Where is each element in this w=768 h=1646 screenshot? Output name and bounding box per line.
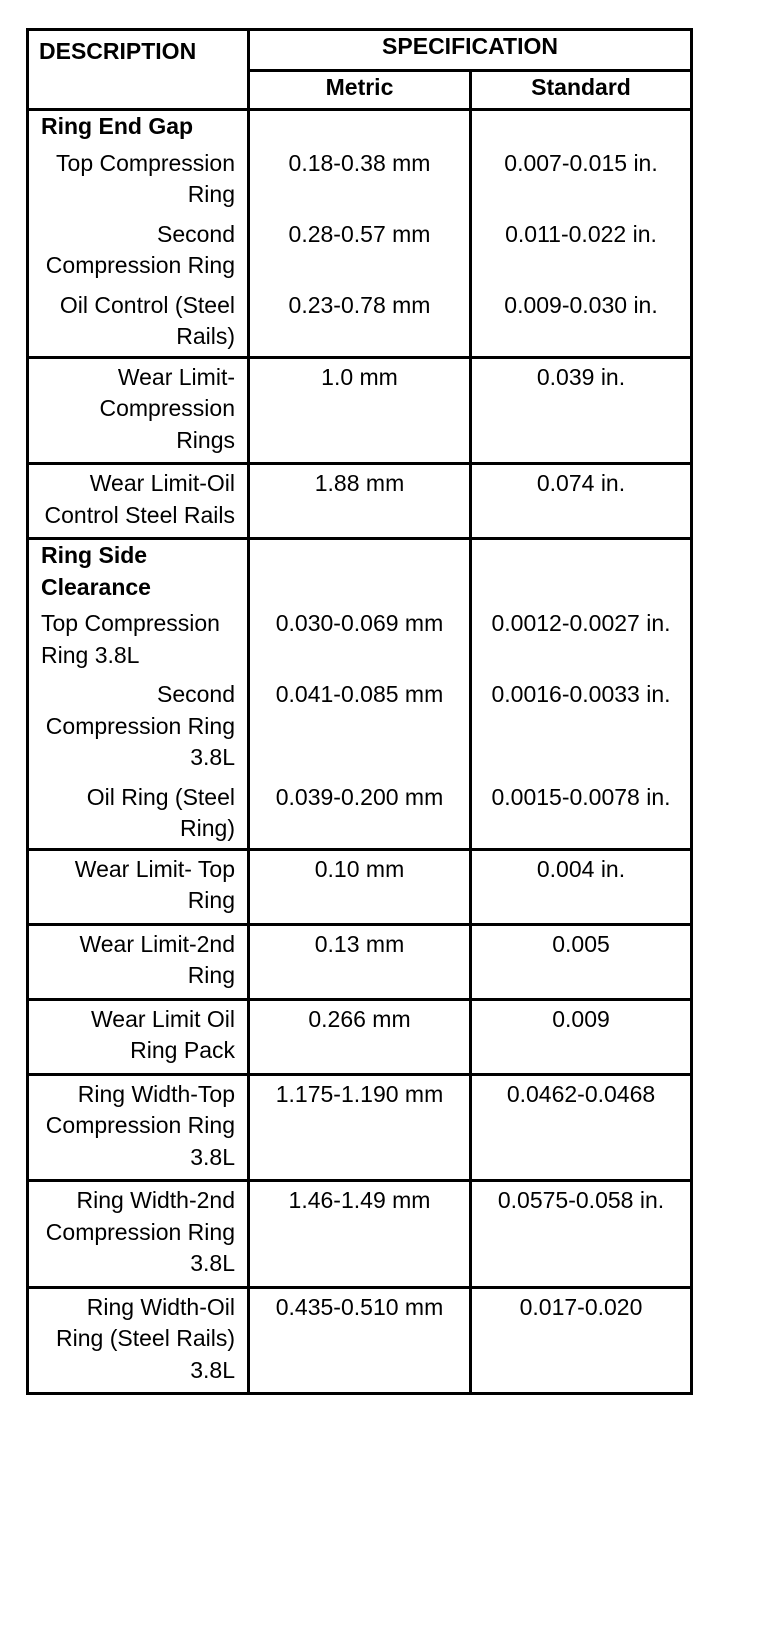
standard-value: 0.039 in.: [471, 357, 692, 464]
table-row: [28, 1287, 692, 1394]
metric-value: 0.10 mm: [249, 849, 471, 924]
metric-value: 0.18-0.38 mm: [249, 143, 471, 214]
row-description: Ring Width-Top Compression Ring 3.8L: [28, 1074, 249, 1181]
metric-value: 1.46-1.49 mm: [249, 1181, 471, 1288]
standard-header: Standard: [471, 71, 692, 110]
section-row-ring-end-gap: [28, 110, 692, 143]
table-row: [28, 464, 692, 539]
standard-value: 0.0016-0.0033 in.: [471, 674, 692, 777]
standard-value: 0.007-0.015 in.: [471, 143, 692, 214]
metric-value: 0.030-0.069 mm: [249, 603, 471, 674]
section-title-ring-end-gap: Ring End Gap: [28, 110, 249, 143]
metric-value: 0.041-0.085 mm: [249, 674, 471, 777]
row-description: Oil Ring (Steel Ring): [28, 777, 249, 850]
standard-value: 0.017-0.020: [471, 1287, 692, 1394]
row-description: Wear Limit-Compression Rings: [28, 357, 249, 464]
table-row: [28, 357, 692, 464]
row-description: Top Compression Ring: [28, 143, 249, 214]
specification-table: [26, 28, 693, 1395]
table-row: [28, 777, 692, 850]
table-row: [28, 849, 692, 924]
table-row: [28, 603, 692, 674]
standard-value: 0.004 in.: [471, 849, 692, 924]
table-row: [28, 1181, 692, 1288]
metric-value: 0.435-0.510 mm: [249, 1287, 471, 1394]
standard-value: 0.005: [471, 924, 692, 999]
table-row: [28, 999, 692, 1074]
metric-value: 1.0 mm: [249, 357, 471, 464]
metric-value: 0.039-0.200 mm: [249, 777, 471, 850]
table-row: [28, 674, 692, 777]
table-row: [28, 285, 692, 358]
standard-value: 0.0012-0.0027 in.: [471, 603, 692, 674]
table-row: [28, 143, 692, 214]
row-description: Wear Limit-2nd Ring: [28, 924, 249, 999]
row-description: Wear Limit- Top Ring: [28, 849, 249, 924]
metric-value: 0.13 mm: [249, 924, 471, 999]
table-row: [28, 1074, 692, 1181]
description-header: DESCRIPTION: [28, 30, 249, 110]
standard-value: 0.074 in.: [471, 464, 692, 539]
row-description: Oil Control (Steel Rails): [28, 285, 249, 358]
standard-value: 0.0575-0.058 in.: [471, 1181, 692, 1288]
row-description: Wear Limit-Oil Control Steel Rails: [28, 464, 249, 539]
table-row: [28, 924, 692, 999]
row-description: Second Compression Ring: [28, 214, 249, 285]
metric-value: 0.28-0.57 mm: [249, 214, 471, 285]
specification-header: SPECIFICATION: [249, 30, 692, 71]
metric-value: 1.175-1.190 mm: [249, 1074, 471, 1181]
row-description: Ring Width-Oil Ring (Steel Rails) 3.8L: [28, 1287, 249, 1394]
section-row-ring-side-clearance: [28, 539, 692, 604]
row-description: Second Compression Ring 3.8L: [28, 674, 249, 777]
standard-value: 0.011-0.022 in.: [471, 214, 692, 285]
row-description: Top Compression Ring 3.8L: [28, 603, 249, 674]
row-description: Wear Limit Oil Ring Pack: [28, 999, 249, 1074]
row-description: Ring Width-2nd Compression Ring 3.8L: [28, 1181, 249, 1288]
standard-value: 0.009-0.030 in.: [471, 285, 692, 358]
table-row: [28, 214, 692, 285]
metric-value: 0.266 mm: [249, 999, 471, 1074]
standard-value: 0.0462-0.0468: [471, 1074, 692, 1181]
metric-header: Metric: [249, 71, 471, 110]
section-title-ring-side-clearance: Ring Side Clearance: [28, 539, 249, 604]
metric-value: 1.88 mm: [249, 464, 471, 539]
standard-value: 0.009: [471, 999, 692, 1074]
metric-value: 0.23-0.78 mm: [249, 285, 471, 358]
standard-value: 0.0015-0.0078 in.: [471, 777, 692, 850]
